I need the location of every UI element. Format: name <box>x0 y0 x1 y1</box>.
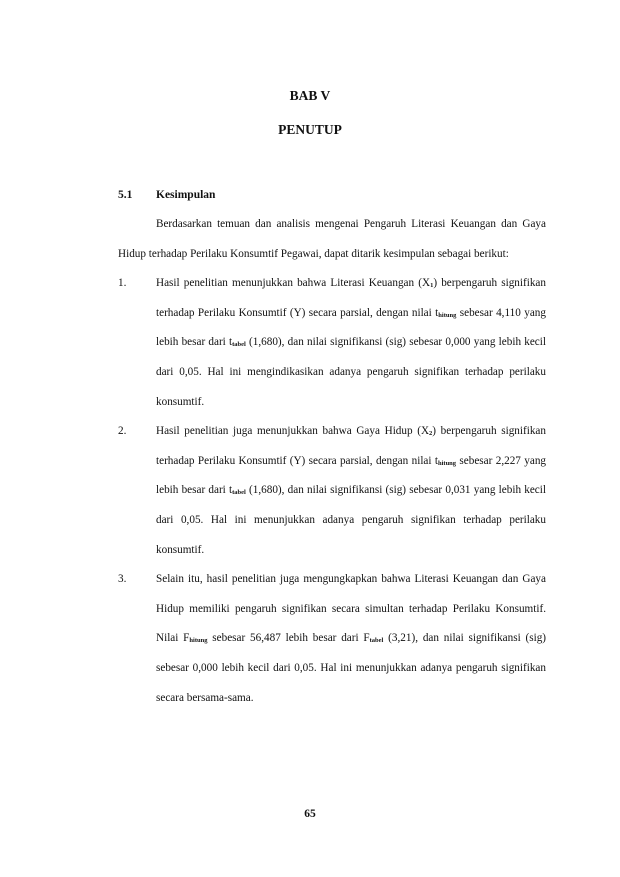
body-text <box>118 210 546 713</box>
chapter-title: PENUTUP <box>278 122 342 137</box>
list-item: 2. Hasil penelitian juga menunjukkan bahwa Gaya Hidup $(X_2)$ berpengaruh signifikan terhadap Perilaku Konsumtif (Y) secara parsial, dengan nilai $t_{hitung}$ sebesar 2,227 yang lebih besar dari $t_{tabel}$ (1,680), dan nilai signifikansi (sig) sebesar 0,031 yang lebih kecil dari 0,05. Hal ini menunjukkan adanya pengaruh signifikan terhadap perilaku konsumtif. <box>118 417 546 565</box>
intro-paragraph: Berdasarkan temuan dan analisis mengenai Pengaruh Literasi Keuangan dan Gaya Hidup terhadap Perilaku Konsumtif Pegawai, dapat ditarik kesimpulan sebagai berikut: <box>118 218 546 260</box>
list-item: 1. Hasil penelitian menunjukkan bahwa Literasi Keuangan $(X_1)$ berpengaruh signifikan terhadap Perilaku Konsumtif (Y) secara parsial, dengan nilai $t_{hitung}$ sebesar 4,110 yang lebih besar dari $t_{tabel}$ (1,680), dan nilai signifikansi (sig) sebesar 0,000 yang lebih kecil dari 0,05. Hal ini mengindikasikan adanya pengaruh signifikan terhadap perilaku konsumtif. <box>118 269 546 417</box>
chapter-heading: BAB V <box>289 88 331 103</box>
section-number: 5.1 <box>118 189 133 201</box>
list-item-number: 2. <box>118 425 127 438</box>
list-item-number: 1. <box>118 277 127 290</box>
page-number: 65 <box>304 808 316 820</box>
section-title: Kesimpulan <box>156 189 216 201</box>
section-heading <box>118 189 215 201</box>
list-item-number: 3. <box>118 573 127 586</box>
list-item: 3. Selain itu, hasil penelitian juga mengungkapkan bahwa Literasi Keuangan dan Gaya Hidup memiliki pengaruh signifikan secara simultan terhadap Perilaku Konsumtif. Nilai $F_{hitung}$ sebesar 56,487 lebih besar dari $F_{tabel}$ (3,21), dan nilai signifikansi (sig) sebesar 0,000 lebih kecil dari 0,05. Hal ini menunjukkan adanya pengaruh signifikan secara bersama-sama. <box>118 565 546 713</box>
